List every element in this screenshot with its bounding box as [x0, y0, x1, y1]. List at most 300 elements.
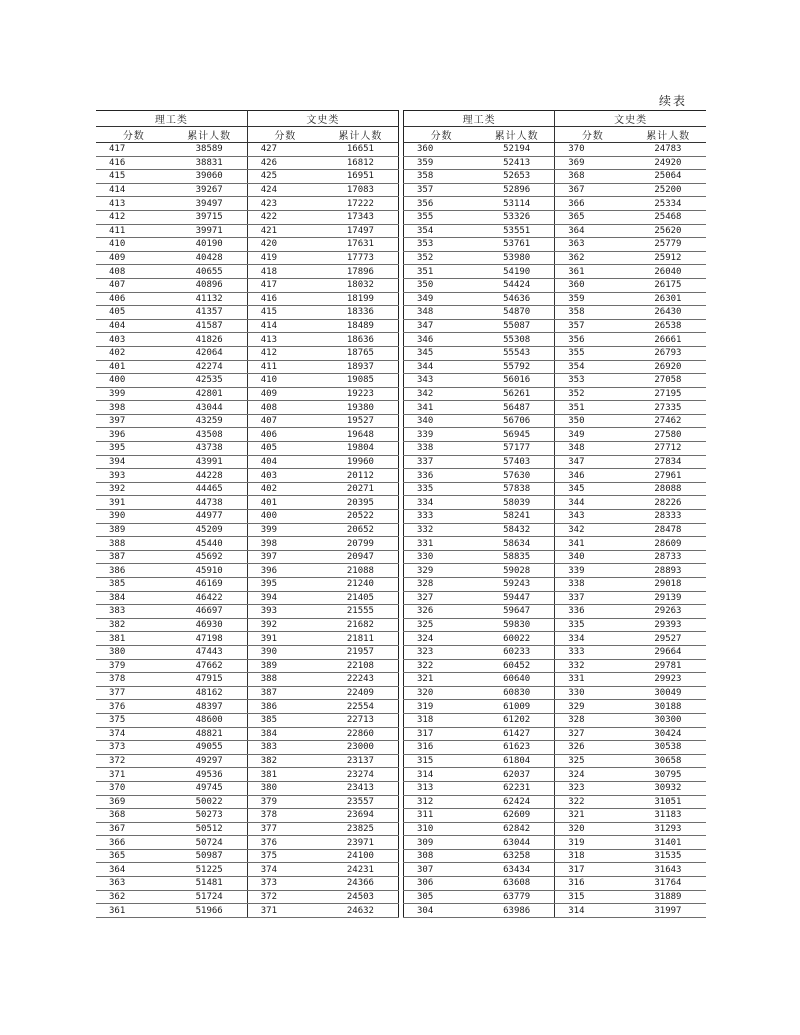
table-row	[96, 754, 399, 768]
table-row	[404, 781, 707, 795]
table-row	[404, 346, 707, 360]
science-count-cell: 58039	[479, 496, 555, 510]
science-count-cell: 46422	[172, 591, 248, 605]
arts-score-cell: 379	[247, 795, 323, 809]
table-row	[404, 469, 707, 483]
science-count-cell: 52413	[479, 156, 555, 170]
category-header-science: 理工类	[96, 111, 247, 127]
arts-count-cell: 30538	[630, 741, 706, 755]
arts-count-cell: 24632	[323, 904, 399, 918]
science-score-cell: 312	[404, 795, 480, 809]
table-row	[404, 863, 707, 877]
science-score-cell: 382	[96, 618, 172, 632]
science-count-cell: 50512	[172, 822, 248, 836]
column-header-count: 累计人数	[172, 127, 248, 143]
table-row	[96, 251, 399, 265]
science-score-cell: 319	[404, 700, 480, 714]
arts-count-cell: 24231	[323, 863, 399, 877]
arts-count-cell: 28478	[630, 523, 706, 537]
arts-score-cell: 364	[555, 224, 631, 238]
table-row	[404, 890, 707, 904]
science-count-cell: 40896	[172, 278, 248, 292]
science-score-cell: 387	[96, 550, 172, 564]
arts-count-cell: 20799	[323, 537, 399, 551]
science-score-cell: 330	[404, 550, 480, 564]
arts-count-cell: 19527	[323, 414, 399, 428]
arts-count-cell: 26920	[630, 360, 706, 374]
science-score-cell: 347	[404, 319, 480, 333]
table-row	[96, 496, 399, 510]
table-row	[96, 564, 399, 578]
arts-count-cell: 20395	[323, 496, 399, 510]
category-header-science: 理工类	[404, 111, 555, 127]
science-score-cell: 307	[404, 863, 480, 877]
arts-score-cell: 360	[555, 278, 631, 292]
arts-count-cell: 23971	[323, 836, 399, 850]
arts-score-cell: 410	[247, 374, 323, 388]
table-row	[404, 618, 707, 632]
arts-score-cell: 367	[555, 183, 631, 197]
science-score-cell: 351	[404, 265, 480, 279]
science-score-cell: 344	[404, 360, 480, 374]
table-row	[404, 605, 707, 619]
science-count-cell: 60022	[479, 632, 555, 646]
science-score-cell: 328	[404, 578, 480, 592]
science-score-cell: 373	[96, 741, 172, 755]
science-score-cell: 316	[404, 741, 480, 755]
table-row	[404, 360, 707, 374]
science-count-cell: 51481	[172, 877, 248, 891]
science-count-cell: 48600	[172, 713, 248, 727]
arts-count-cell: 31293	[630, 822, 706, 836]
science-score-cell: 355	[404, 210, 480, 224]
science-score-cell: 350	[404, 278, 480, 292]
arts-score-cell: 416	[247, 292, 323, 306]
science-count-cell: 53326	[479, 210, 555, 224]
arts-count-cell: 27462	[630, 414, 706, 428]
arts-count-cell: 19085	[323, 374, 399, 388]
science-score-cell: 398	[96, 401, 172, 415]
science-score-cell: 364	[96, 863, 172, 877]
science-count-cell: 43259	[172, 414, 248, 428]
arts-count-cell: 25468	[630, 210, 706, 224]
science-score-cell: 326	[404, 605, 480, 619]
table-row	[96, 183, 399, 197]
arts-count-cell: 21811	[323, 632, 399, 646]
arts-count-cell: 20947	[323, 550, 399, 564]
science-count-cell: 55543	[479, 346, 555, 360]
arts-score-cell: 407	[247, 414, 323, 428]
arts-count-cell: 22108	[323, 659, 399, 673]
arts-score-cell: 314	[555, 904, 631, 918]
table-row	[404, 224, 707, 238]
arts-count-cell: 29923	[630, 673, 706, 687]
table-row	[404, 741, 707, 755]
science-score-cell: 401	[96, 360, 172, 374]
science-score-cell: 304	[404, 904, 480, 918]
science-count-cell: 43738	[172, 442, 248, 456]
arts-count-cell: 18199	[323, 292, 399, 306]
arts-score-cell: 387	[247, 686, 323, 700]
science-score-cell: 383	[96, 605, 172, 619]
arts-count-cell: 16812	[323, 156, 399, 170]
arts-count-cell: 30795	[630, 768, 706, 782]
arts-score-cell: 400	[247, 510, 323, 524]
arts-score-cell: 421	[247, 224, 323, 238]
arts-score-cell: 422	[247, 210, 323, 224]
arts-score-cell: 329	[555, 700, 631, 714]
science-score-cell: 314	[404, 768, 480, 782]
arts-score-cell: 326	[555, 741, 631, 755]
arts-count-cell: 23557	[323, 795, 399, 809]
arts-score-cell: 382	[247, 754, 323, 768]
arts-count-cell: 28733	[630, 550, 706, 564]
arts-score-cell: 375	[247, 849, 323, 863]
science-count-cell: 40190	[172, 238, 248, 252]
science-count-cell: 51225	[172, 863, 248, 877]
arts-score-cell: 390	[247, 645, 323, 659]
arts-score-cell: 413	[247, 333, 323, 347]
arts-count-cell: 19223	[323, 387, 399, 401]
arts-score-cell: 350	[555, 414, 631, 428]
table-row	[96, 809, 399, 823]
science-count-cell: 53980	[479, 251, 555, 265]
table-row	[96, 333, 399, 347]
arts-score-cell: 384	[247, 727, 323, 741]
table-row	[96, 618, 399, 632]
science-count-cell: 39060	[172, 170, 248, 184]
arts-score-cell: 426	[247, 156, 323, 170]
arts-score-cell: 427	[247, 143, 323, 157]
science-score-cell: 374	[96, 727, 172, 741]
table-row	[96, 360, 399, 374]
science-count-cell: 61202	[479, 713, 555, 727]
arts-score-cell: 339	[555, 564, 631, 578]
table-row	[96, 238, 399, 252]
arts-count-cell: 17773	[323, 251, 399, 265]
arts-score-cell: 418	[247, 265, 323, 279]
science-count-cell: 61804	[479, 754, 555, 768]
science-score-cell: 331	[404, 537, 480, 551]
score-table-right	[403, 110, 706, 918]
science-score-cell: 332	[404, 523, 480, 537]
arts-score-cell: 409	[247, 387, 323, 401]
science-count-cell: 57838	[479, 482, 555, 496]
arts-count-cell: 23825	[323, 822, 399, 836]
science-count-cell: 59028	[479, 564, 555, 578]
arts-count-cell: 26538	[630, 319, 706, 333]
science-count-cell: 42274	[172, 360, 248, 374]
arts-score-cell: 414	[247, 319, 323, 333]
arts-count-cell: 31183	[630, 809, 706, 823]
table-row	[96, 605, 399, 619]
science-count-cell: 56706	[479, 414, 555, 428]
arts-count-cell: 27961	[630, 469, 706, 483]
arts-count-cell: 29664	[630, 645, 706, 659]
science-score-cell: 396	[96, 428, 172, 442]
science-count-cell: 56016	[479, 374, 555, 388]
science-count-cell: 40428	[172, 251, 248, 265]
arts-score-cell: 356	[555, 333, 631, 347]
science-count-cell: 50724	[172, 836, 248, 850]
science-count-cell: 39715	[172, 210, 248, 224]
science-score-cell: 338	[404, 442, 480, 456]
science-score-cell: 377	[96, 686, 172, 700]
science-score-cell: 322	[404, 659, 480, 673]
arts-count-cell: 27712	[630, 442, 706, 456]
science-score-cell: 399	[96, 387, 172, 401]
arts-count-cell: 16951	[323, 170, 399, 184]
arts-score-cell: 322	[555, 795, 631, 809]
score-tables	[96, 110, 706, 918]
science-count-cell: 56487	[479, 401, 555, 415]
arts-count-cell: 21240	[323, 578, 399, 592]
science-count-cell: 57630	[479, 469, 555, 483]
table-row	[404, 278, 707, 292]
arts-score-cell: 363	[555, 238, 631, 252]
arts-count-cell: 25620	[630, 224, 706, 238]
table-row	[404, 754, 707, 768]
science-count-cell: 53551	[479, 224, 555, 238]
table-row	[96, 210, 399, 224]
table-row	[404, 238, 707, 252]
table-row	[96, 727, 399, 741]
arts-score-cell: 335	[555, 618, 631, 632]
table-row	[404, 183, 707, 197]
science-count-cell: 54636	[479, 292, 555, 306]
column-header-count: 累计人数	[630, 127, 706, 143]
science-score-cell: 412	[96, 210, 172, 224]
arts-score-cell: 366	[555, 197, 631, 211]
arts-count-cell: 17631	[323, 238, 399, 252]
table-row	[96, 795, 399, 809]
table-row	[404, 849, 707, 863]
arts-count-cell: 31401	[630, 836, 706, 850]
science-count-cell: 44228	[172, 469, 248, 483]
arts-score-cell: 321	[555, 809, 631, 823]
science-score-cell: 402	[96, 346, 172, 360]
arts-score-cell: 355	[555, 346, 631, 360]
arts-count-cell: 29139	[630, 591, 706, 605]
science-count-cell: 42535	[172, 374, 248, 388]
table-row	[404, 713, 707, 727]
science-score-cell: 368	[96, 809, 172, 823]
science-score-cell: 363	[96, 877, 172, 891]
science-count-cell: 62037	[479, 768, 555, 782]
science-score-cell: 327	[404, 591, 480, 605]
arts-score-cell: 377	[247, 822, 323, 836]
science-count-cell: 44465	[172, 482, 248, 496]
table-row	[404, 143, 707, 157]
arts-count-cell: 27834	[630, 455, 706, 469]
table-row	[96, 346, 399, 360]
arts-count-cell: 21682	[323, 618, 399, 632]
science-score-cell: 323	[404, 645, 480, 659]
science-count-cell: 63986	[479, 904, 555, 918]
table-row	[96, 645, 399, 659]
arts-count-cell: 16651	[323, 143, 399, 157]
table-row	[96, 482, 399, 496]
table-row	[96, 523, 399, 537]
arts-count-cell: 18937	[323, 360, 399, 374]
arts-count-cell: 29263	[630, 605, 706, 619]
science-score-cell: 391	[96, 496, 172, 510]
science-count-cell: 40655	[172, 265, 248, 279]
arts-count-cell: 20271	[323, 482, 399, 496]
arts-score-cell: 362	[555, 251, 631, 265]
arts-score-cell: 351	[555, 401, 631, 415]
table-row	[404, 319, 707, 333]
science-score-cell: 390	[96, 510, 172, 524]
science-count-cell: 59447	[479, 591, 555, 605]
arts-count-cell: 26040	[630, 265, 706, 279]
arts-count-cell: 30424	[630, 727, 706, 741]
science-score-cell: 414	[96, 183, 172, 197]
arts-count-cell: 28088	[630, 482, 706, 496]
science-count-cell: 49055	[172, 741, 248, 755]
science-score-cell: 310	[404, 822, 480, 836]
table-row	[404, 197, 707, 211]
table-row	[96, 781, 399, 795]
arts-score-cell: 327	[555, 727, 631, 741]
science-count-cell: 41357	[172, 306, 248, 320]
science-score-cell: 405	[96, 306, 172, 320]
science-count-cell: 62842	[479, 822, 555, 836]
table-row	[404, 822, 707, 836]
science-count-cell: 44738	[172, 496, 248, 510]
arts-score-cell: 420	[247, 238, 323, 252]
arts-score-cell: 353	[555, 374, 631, 388]
arts-count-cell: 28609	[630, 537, 706, 551]
arts-score-cell: 398	[247, 537, 323, 551]
science-score-cell: 315	[404, 754, 480, 768]
science-score-cell: 407	[96, 278, 172, 292]
arts-score-cell: 381	[247, 768, 323, 782]
arts-count-cell: 23413	[323, 781, 399, 795]
arts-score-cell: 380	[247, 781, 323, 795]
arts-score-cell: 323	[555, 781, 631, 795]
science-count-cell: 54190	[479, 265, 555, 279]
arts-count-cell: 19380	[323, 401, 399, 415]
table-row	[96, 836, 399, 850]
science-score-cell: 318	[404, 713, 480, 727]
table-row	[96, 143, 399, 157]
science-score-cell: 395	[96, 442, 172, 456]
table-row	[404, 156, 707, 170]
arts-score-cell: 412	[247, 346, 323, 360]
table-row	[404, 578, 707, 592]
arts-score-cell: 385	[247, 713, 323, 727]
science-score-cell: 369	[96, 795, 172, 809]
science-count-cell: 58835	[479, 550, 555, 564]
arts-score-cell: 405	[247, 442, 323, 456]
science-score-cell: 349	[404, 292, 480, 306]
science-count-cell: 39971	[172, 224, 248, 238]
table-row	[96, 537, 399, 551]
table-row	[404, 482, 707, 496]
science-count-cell: 51724	[172, 890, 248, 904]
science-count-cell: 45440	[172, 537, 248, 551]
table-row	[96, 197, 399, 211]
science-count-cell: 49536	[172, 768, 248, 782]
arts-count-cell: 25064	[630, 170, 706, 184]
arts-score-cell: 402	[247, 482, 323, 496]
science-score-cell: 410	[96, 238, 172, 252]
science-score-cell: 311	[404, 809, 480, 823]
science-score-cell: 356	[404, 197, 480, 211]
science-score-cell: 415	[96, 170, 172, 184]
arts-score-cell: 333	[555, 645, 631, 659]
arts-score-cell: 338	[555, 578, 631, 592]
science-count-cell: 39267	[172, 183, 248, 197]
arts-count-cell: 19804	[323, 442, 399, 456]
science-score-cell: 372	[96, 754, 172, 768]
arts-count-cell: 23000	[323, 741, 399, 755]
science-score-cell: 365	[96, 849, 172, 863]
arts-score-cell: 319	[555, 836, 631, 850]
arts-count-cell: 19648	[323, 428, 399, 442]
table-row	[404, 537, 707, 551]
science-score-cell: 306	[404, 877, 480, 891]
arts-score-cell: 393	[247, 605, 323, 619]
arts-score-cell: 371	[247, 904, 323, 918]
arts-count-cell: 30658	[630, 754, 706, 768]
science-count-cell: 60640	[479, 673, 555, 687]
table-row	[96, 904, 399, 918]
science-count-cell: 62231	[479, 781, 555, 795]
science-count-cell: 55308	[479, 333, 555, 347]
arts-count-cell: 22860	[323, 727, 399, 741]
arts-count-cell: 20652	[323, 523, 399, 537]
table-row	[96, 578, 399, 592]
science-count-cell: 62424	[479, 795, 555, 809]
science-count-cell: 45209	[172, 523, 248, 537]
science-score-cell: 353	[404, 238, 480, 252]
science-score-cell: 345	[404, 346, 480, 360]
arts-score-cell: 386	[247, 700, 323, 714]
table-row	[96, 863, 399, 877]
science-count-cell: 56945	[479, 428, 555, 442]
arts-score-cell: 404	[247, 455, 323, 469]
science-score-cell: 403	[96, 333, 172, 347]
science-score-cell: 313	[404, 781, 480, 795]
arts-score-cell: 346	[555, 469, 631, 483]
science-count-cell: 52194	[479, 143, 555, 157]
science-count-cell: 53114	[479, 197, 555, 211]
science-score-cell: 358	[404, 170, 480, 184]
arts-count-cell: 25334	[630, 197, 706, 211]
arts-score-cell: 317	[555, 863, 631, 877]
arts-score-cell: 374	[247, 863, 323, 877]
arts-score-cell: 347	[555, 455, 631, 469]
arts-count-cell: 22713	[323, 713, 399, 727]
table-row	[404, 550, 707, 564]
science-score-cell: 408	[96, 265, 172, 279]
science-score-cell: 357	[404, 183, 480, 197]
arts-score-cell: 392	[247, 618, 323, 632]
table-row	[404, 523, 707, 537]
table-row	[404, 210, 707, 224]
science-count-cell: 46697	[172, 605, 248, 619]
science-score-cell: 416	[96, 156, 172, 170]
science-score-cell: 335	[404, 482, 480, 496]
arts-count-cell: 27335	[630, 401, 706, 415]
table-row	[96, 401, 399, 415]
table-row	[96, 319, 399, 333]
science-score-cell: 378	[96, 673, 172, 687]
table-row	[404, 333, 707, 347]
arts-count-cell: 24920	[630, 156, 706, 170]
